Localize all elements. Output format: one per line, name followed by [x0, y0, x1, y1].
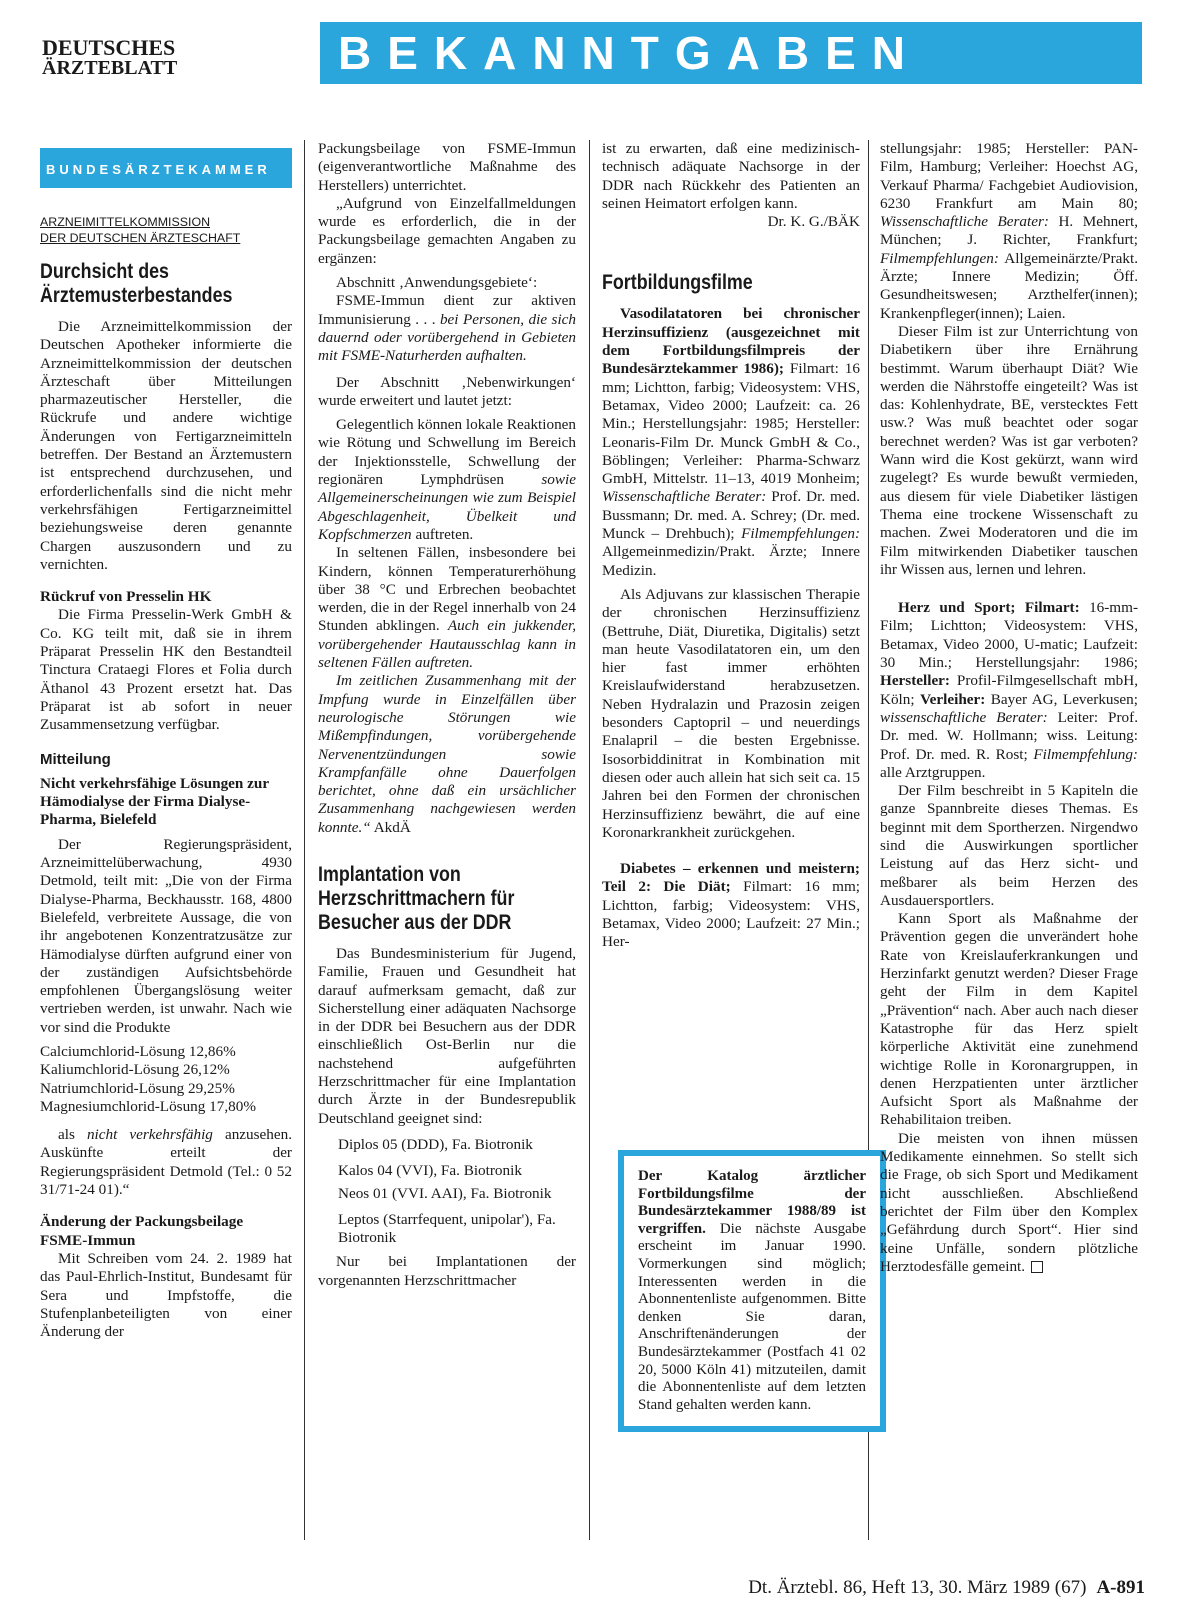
article-headline: Implantation von Herzschrittmachern für Besucher aus der DDR [318, 862, 515, 934]
text: Filmart: 16 mm; Lichtton, farbig; Videosystem: VHS, Betamax, Video 2000; Laufzeit: 27 Min.; Her- [602, 878, 860, 951]
article-headline: Fortbildungsfilme [602, 271, 753, 295]
paragraph [318, 292, 576, 365]
text-bold: Verleiher: [920, 690, 986, 708]
end-of-article-icon [1031, 1261, 1043, 1273]
film-entry [602, 305, 860, 579]
text-italic: wissenschaftliche Berater: [880, 708, 1048, 726]
text-italic: Auch ein jukkender, vorübergehender Hautausschlag kann in seltenen Fällen auftreten. [318, 617, 576, 672]
subheading: Nicht verkehrsfähige Lösungen zur Hämodialyse der Firma Dialyse-Pharma, Bielefeld [40, 774, 269, 829]
text-italic: Filmempfehlungen: [741, 525, 860, 543]
product-list [40, 1043, 292, 1116]
paragraph: Der Abschnitt ‚Nebenwirkungen‘ wurde erweitert und lautet jetzt: [318, 373, 576, 409]
list-item: Leptos (Starrfequent, unipolar'), Fa. Biotronik [338, 1210, 556, 1247]
page-number: A-891 [1096, 1577, 1145, 1598]
text: als [58, 1126, 87, 1144]
column-2 [318, 140, 576, 1290]
paragraph: Als Adjuvans zur klassischen Therapie der chronischen Herzinsuffizienz (Bettruhe, Diät, Diuretika, Digitalis) setzt man heute Vasodilatatoren ein, um den hier fast immer erhöhten Kreislaufwiderstand herabzusetzen. Neben Hydralazin und Prazosin zeigen besonders Captopril – und neuerdings Enalapril – die besten Ergebnisse. Isosorbiddinitrat in Kombination mit diesen oder auch allein hat sich seit ca. 15 Jahren bei den Formen der chronischen Herzinsuffizienz bewährt, die auf eine Koronarkrankheit zurückgehen. [602, 585, 860, 841]
org-line-2: DER DEUTSCHEN ÄRZTESCHAFT [40, 231, 241, 245]
text: anzusehen. Auskünfte erteilt der Regierungspräsident Detmold (Tel.: 0 52 31/71-24 01).“ [40, 1126, 292, 1199]
paragraph: Die Firma Presselin-Werk GmbH & Co. KG teilt mit, daß sie in ihrem Präparat Presselin HK den Bestandteil Tinctura Crataegi Flores et Folia durch Äthanol 43 Prozent ersetzt hat. Das Präparat ist ab sofort in neuer Zusammensetzung verfügbar. [40, 606, 292, 734]
text-italic: Wissenschaftliche Berater: [880, 213, 1049, 231]
paragraph: Kann Sport als Maßnahme der Prävention gegen die unverändert hohe Rate von Kreislauferkrankungen und Herzinfarkt genutzt werden? Dieser Frage geht der Film in dem Kapitel „Prävention“ nach. Aber auch nach dieser Katastrophe für das Herz spielt körperliche Aktivität eine zunehmend wichtige Rolle in Koronargruppen, in denen Herzpatienten unter ärztlicher Aufsicht Sport als Maßnahme der Rehabilitaion treiben. [880, 910, 1138, 1129]
text-italic: sowie Allgemeinerscheinungen wie zum Beispiel Abgeschlagenheit, Übelkeit und Kopfschmerzen [318, 471, 576, 543]
text: H. Mehnert, München; J. Richter, Frankfurt; [880, 213, 1138, 249]
column-divider [589, 140, 590, 1540]
masthead-line1: DEUTSCHES [42, 35, 176, 60]
list-item: Calciumchlorid-Lösung 12,86% [40, 1042, 236, 1060]
text: Leiter: Prof. Dr. med. W. Hollmann; wiss. Leitung: Prof. Dr. med. R. Rost; [880, 708, 1138, 763]
text: In seltenen Fällen, insbesondere bei Kindern, können Temperaturerhöhung über 38 °C und Erbrechen beobachtet werden, die in der Regel innerhalb von 24 Stunden abklingen. [318, 544, 576, 635]
column-3 [602, 140, 860, 952]
text: Profil-Filmgesellschaft mbH, Köln; [880, 672, 1138, 708]
pacemaker-list [318, 1136, 576, 1247]
text: Allgemeinmedizin/Prakt. Ärzte; Innere Medizin. [602, 543, 860, 579]
paragraph: Dieser Film ist zur Unterrichtung von Diabetikern über ihre Ernährung bestimmt. Warum überhaupt Diät? Wie werden die Nährstoffe eingeteilt? Was ist das: Kohlenhydrate, BE, verstecktes Fett usw.? Was muß beachtet oder sogar berechnet werden? Was ist gar verboten? Wann wird die Kost gekürzt, wann wird zugelegt? Es wurde bewußt vermieden, aus diesem für viele Diabetiker lästigen Thema eine trockene Wissenschaft zu machen. Zwei Moderatoren und die im Film mitwirkenden Diabetiker tauschen ihr Wissen aus, lernen und lehren. [880, 322, 1138, 578]
text: stellungsjahr: 1985; Hersteller: PAN-Film, Hamburg; Verleiher: Hoechst AG, Verkauf Pharma/ Fachgebiet Audiovision, 6230 Frankfurt am Main 80; [880, 140, 1138, 212]
masthead-logo [42, 35, 212, 79]
subheading: Änderung der Packungsbeilage FSME-Immun [40, 1213, 244, 1249]
paragraph [318, 416, 576, 544]
text-italic: nicht verkehrsfähig [86, 1126, 213, 1144]
paragraph: Die Arzneimittelkommission der Deutschen Apotheker informierte die Arzneimittelkommission der deutschen Ärzteschaft über Mitteilungen pharmazeutischer Hersteller, die Rückrufe und andere wichtige Änderungen von Fertigarzneimitteln betreffen. Der Bestand an Ärztemustern ist entsprechend durchzusehen, und erforderlichenfalls sind die nicht mehr verkehrsfähigen Fertigarzneimittel beziehungsweise deren genannte Chargen auszusondern und zu vernichten. [40, 318, 292, 573]
list-item: Neos 01 (VVI. AAI), Fa. Biotronik [338, 1184, 552, 1202]
column-4 [880, 140, 1138, 1276]
text-bold: Hersteller: [880, 672, 950, 690]
film-entry [880, 599, 1138, 782]
text: Gelegentlich können lokale Reaktionen wie Rötung und Schwellung im Bereich der Injektionsstelle, Schwellung der regionären Lymphdrüsen [318, 416, 576, 489]
paragraph: Der Film beschreibt in 5 Kapiteln die ganze Spannbreite dieses Themas. Es beginnt mit dem Sportherzen. Nirgendwo sind die Auswirkungen sportlicher Leistung auf das Herz sicht- und meßbarer als beim Herzen des Ausdauersportlers. [880, 782, 1138, 909]
subheading: Rückruf von Presselin HK [40, 588, 212, 606]
text: Die meisten von ihnen müssen Medikamente einnehmen. So stellt sich die Frage, ob sich Sport und Medikament nicht ausschließen. Abschließend berichtet der Film über den Komplex „Gefährdung durch Sport“. Hier sind keine Unfälle, sondern plötzliche Herztodesfälle gemeint. [880, 1129, 1138, 1275]
film-title: Herz und Sport; Filmart: [898, 599, 1080, 617]
paragraph: Mit Schreiben vom 24. 2. 1989 hat das Paul-Ehrlich-Institut, Bundesamt für Sera und Impfstoffe, die Stufenplanbeteiligten von einer Änderung der [40, 1249, 292, 1341]
list-item: Natriumchlorid-Lösung 29,25% [40, 1079, 235, 1097]
text-italic: Filmempfehlungen: [880, 249, 999, 267]
paragraph: Packungsbeilage von FSME-Immun (eigenverantwortliche Maßnahme des Herstellers) unterrichtet. [318, 140, 576, 194]
column-1 [40, 140, 292, 1341]
notice-bold: Der Katalog ärztlicher Fortbildungsfilme der Bundesärztekammer 1988/89 ist vergriffen. [638, 1168, 866, 1237]
film-title: Vasodilatatoren bei chronischer Herzinsuffizienz (ausgezeichnet mit dem Fortbildungsfilmpreis der Bundesärztekammer 1986); [602, 305, 860, 378]
text: Prof. Dr. med. Bussmann; Dr. med. A. Schrey; (Dr. med. Munck – Drehbuch); [602, 488, 860, 543]
text-italic: bei Personen, die sich dauernd oder vorübergehend in Gebieten mit FSME-Naturherden aufhalten. [318, 310, 576, 365]
paragraph: Der Regierungspräsident, Arzneimittelüberwachung, 4930 Detmold, teilt mit: „Die von der Firma Dialyse-Pharma, Beckhausstr. 168, 4800 Bielefeld, verbreitete Aussage, die von ihr angebotenen Konzentratzusätze zur Hämodialyse dürften aufgrund einer von der zuständigen Aufsichtsbehörde empfohlenen Übergangslösung weiter vertrieben werden, ist unwahr. Nach wie vor sind die Produkte [40, 835, 292, 1036]
citation: Dt. Ärztebl. 86, Heft 13, 30. März 1989 (67) [748, 1577, 1087, 1598]
text: Filmart: 16 mm; Lichtton, farbig; Videosystem: VHS, Betamax, Video 2000; Laufzeit: ca. 26 Min.; Herstellungsjahr: 1985; Hersteller: Leonaris-Film Dr. Munck GmbH & Co., Böblingen; Verleiher: Pharma-Schwarz GmbH, Mittelstr. 11–13, 4019 Monheim; [602, 360, 860, 488]
text: auftreten. [411, 525, 474, 543]
text-italic: Wissenschaftliche Berater: [602, 488, 767, 506]
paragraph [318, 672, 576, 837]
text: 16-mm-Film; Lichtton; Videosystem: VHS, Betamax, Video 2000, U-matic; Laufzeit: 30 Min.; Herstellungsjahr: 1986; [880, 599, 1138, 672]
page-footer [655, 1577, 1145, 1599]
paragraph: Nur bei Implantationen der vorgenannten Herzschrittmacher [318, 1253, 576, 1289]
article-headline: Durchsicht des Ärztemusterbestandes [40, 260, 233, 307]
column-divider [304, 140, 305, 1540]
paragraph: ist zu erwarten, daß eine medizinisch-technisch adäquate Nachsorge in der DDR nach Rückkehr des Patienten an seinen Heimatort erfolgen kann. [602, 140, 860, 212]
film-entry [602, 860, 860, 951]
text: Bayer AG, Leverkusen; [985, 690, 1138, 708]
paragraph [880, 1130, 1138, 1276]
text: Allgemeinärzte/Prakt. Ärzte; Innere Medizin; Öff. Gesundheitswesen; Arzthelfer(innen); Krankenpfleger(innen); Laien. [880, 249, 1138, 322]
list-item: Diplos 05 (DDD), Fa. Biotronik [338, 1135, 533, 1153]
paragraph [880, 140, 1138, 323]
text: AkdÄ [370, 818, 411, 836]
section-banner: BEKANNTGABEN [320, 22, 1142, 84]
text-italic: Filmempfehlung: [1033, 745, 1138, 763]
text: FSME-Immun dient zur aktiven Immunisierung . . . [318, 292, 576, 328]
notice-text: Die nächste Ausgabe erscheint im Januar 1990. Vormerkungen sind möglich; Interessenten werden in die Abonnentenliste aufgenommen. Bitte denken Sie daran, Anschriftenänderungen der Bundesärztekammer (Postfach 41 02 20, 5000 Köln 41) mitzuteilen, damit die Abonnentenliste auf dem letzten Stand gehalten werden kann. [638, 1220, 866, 1413]
paragraph [318, 544, 576, 672]
text: alle Arztgruppen. [880, 763, 986, 781]
paragraph: Das Bundesministerium für Jugend, Familie, Frauen und Gesundheit hat darauf aufmerksam gemacht, daß zur Sicherstellung einer adäquaten Nachsorge in der DDR bei Besuchern aus der DDR einschließlich Ost-Berlin nur die nachstehend aufgeführten Herzschrittmacher für eine Implantation durch Ärzte in der Bundesrepublik Deutschland geeignet sind: [318, 944, 576, 1127]
bundesaerztekammer-badge: BUNDESÄRZTEKAMMER [40, 148, 292, 188]
paragraph [40, 1126, 292, 1199]
list-item: Magnesiumchlorid-Lösung 17,80% [40, 1097, 256, 1115]
org-line-1: ARZNEIMITTELKOMMISSION [40, 215, 211, 229]
list-item: Kaliumchlorid-Lösung 26,12% [40, 1061, 230, 1079]
subheading: Mitteilung [40, 750, 111, 768]
text-italic: Im zeitlichen Zusammenhang mit der Impfung wurde in Einzelfällen über neurologische Störungen wie Mißempfindungen, vorübergehende Nervenentzündungen sowie Krampfanfälle ohne Dauerfolgen berichtet, ohne daß ein ursächlicher Zusammenhang nachgewiesen werden konnte.“ [318, 672, 576, 836]
paragraph: Abschnitt ‚Anwendungsgebiete‘: [336, 274, 538, 292]
catalog-notice-box [618, 1150, 886, 1432]
paragraph: „Aufgrund von Einzelfallmeldungen wurde es erforderlich, die in der Packungsbeilage gemachten Angaben zu ergänzen: [318, 194, 576, 267]
masthead-line2: ÄRZTEBLATT [42, 56, 178, 79]
list-item: Kalos 04 (VVI), Fa. Biotronik [338, 1162, 522, 1180]
signature: Dr. K. G./BÄK [767, 213, 860, 231]
film-title: Diabetes – erkennen und meistern; Teil 2: Die Diät; [602, 860, 860, 896]
